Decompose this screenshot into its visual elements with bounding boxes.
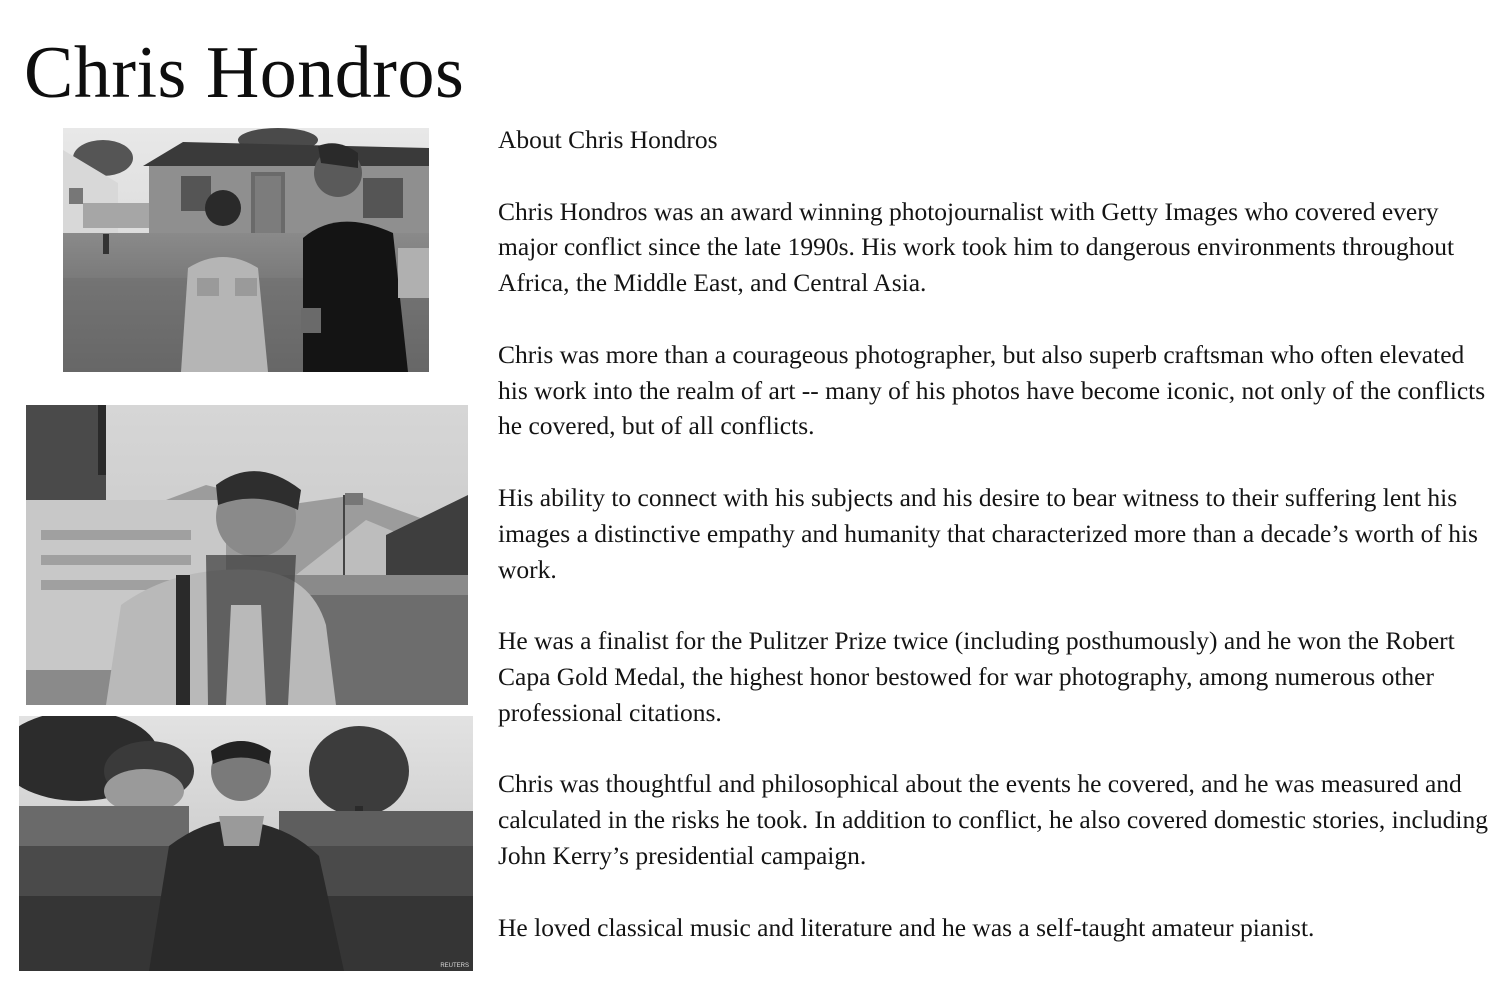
- photo-portrait-military-camp-image: [26, 405, 468, 705]
- page-title: Chris Hondros: [24, 32, 465, 114]
- bio-heading: About Chris Hondros: [498, 125, 718, 154]
- bio-paragraph: Chris was more than a courageous photographer, but also superb craftsman who often elevated his work into the realm of art -- many of his photos have become iconic, not only of the conflicts he covered, but of all conflicts.: [498, 339, 1486, 441]
- photo-credit: REUTERS: [440, 963, 469, 969]
- photo-two-men-village: [63, 128, 429, 372]
- photo-portrait-smoke-field-image: [19, 716, 473, 971]
- bio-paragraph: He was a finalist for the Pulitzer Prize twice (including posthumously) and he won the Robert Capa Gold Medal, the highest honor bestowed for war photography, among numerous other professional citations.: [498, 626, 1455, 727]
- bio-paragraph: His ability to connect with his subjects and his desire to bear witness to their suffering lent his images a distinctive empathy and humanity that characterized more than a decade’s worth of his work.: [498, 482, 1478, 584]
- bio-paragraph: He loved classical music and literature and he was a self-taught amateur pianist.: [498, 912, 1315, 942]
- bio-paragraph: Chris Hondros was an award winning photojournalist with Getty Images who covered every major conflict since the late 1990s. His work took him to dangerous environments throughout Africa, the Middle East, and Central Asia.: [498, 196, 1455, 298]
- bio-paragraph: Chris was thoughtful and philosophical about the events he covered, and he was measured and calculated in the risks he took. In addition to conflict, he also covered domestic stories, including John Kerry’s presidential campaign.: [498, 769, 1488, 870]
- bio-text: [498, 122, 1488, 981]
- photo-two-men-village-image: [63, 128, 429, 372]
- photo-portrait-smoke-field: [19, 716, 473, 971]
- photo-portrait-military-camp: [26, 405, 468, 705]
